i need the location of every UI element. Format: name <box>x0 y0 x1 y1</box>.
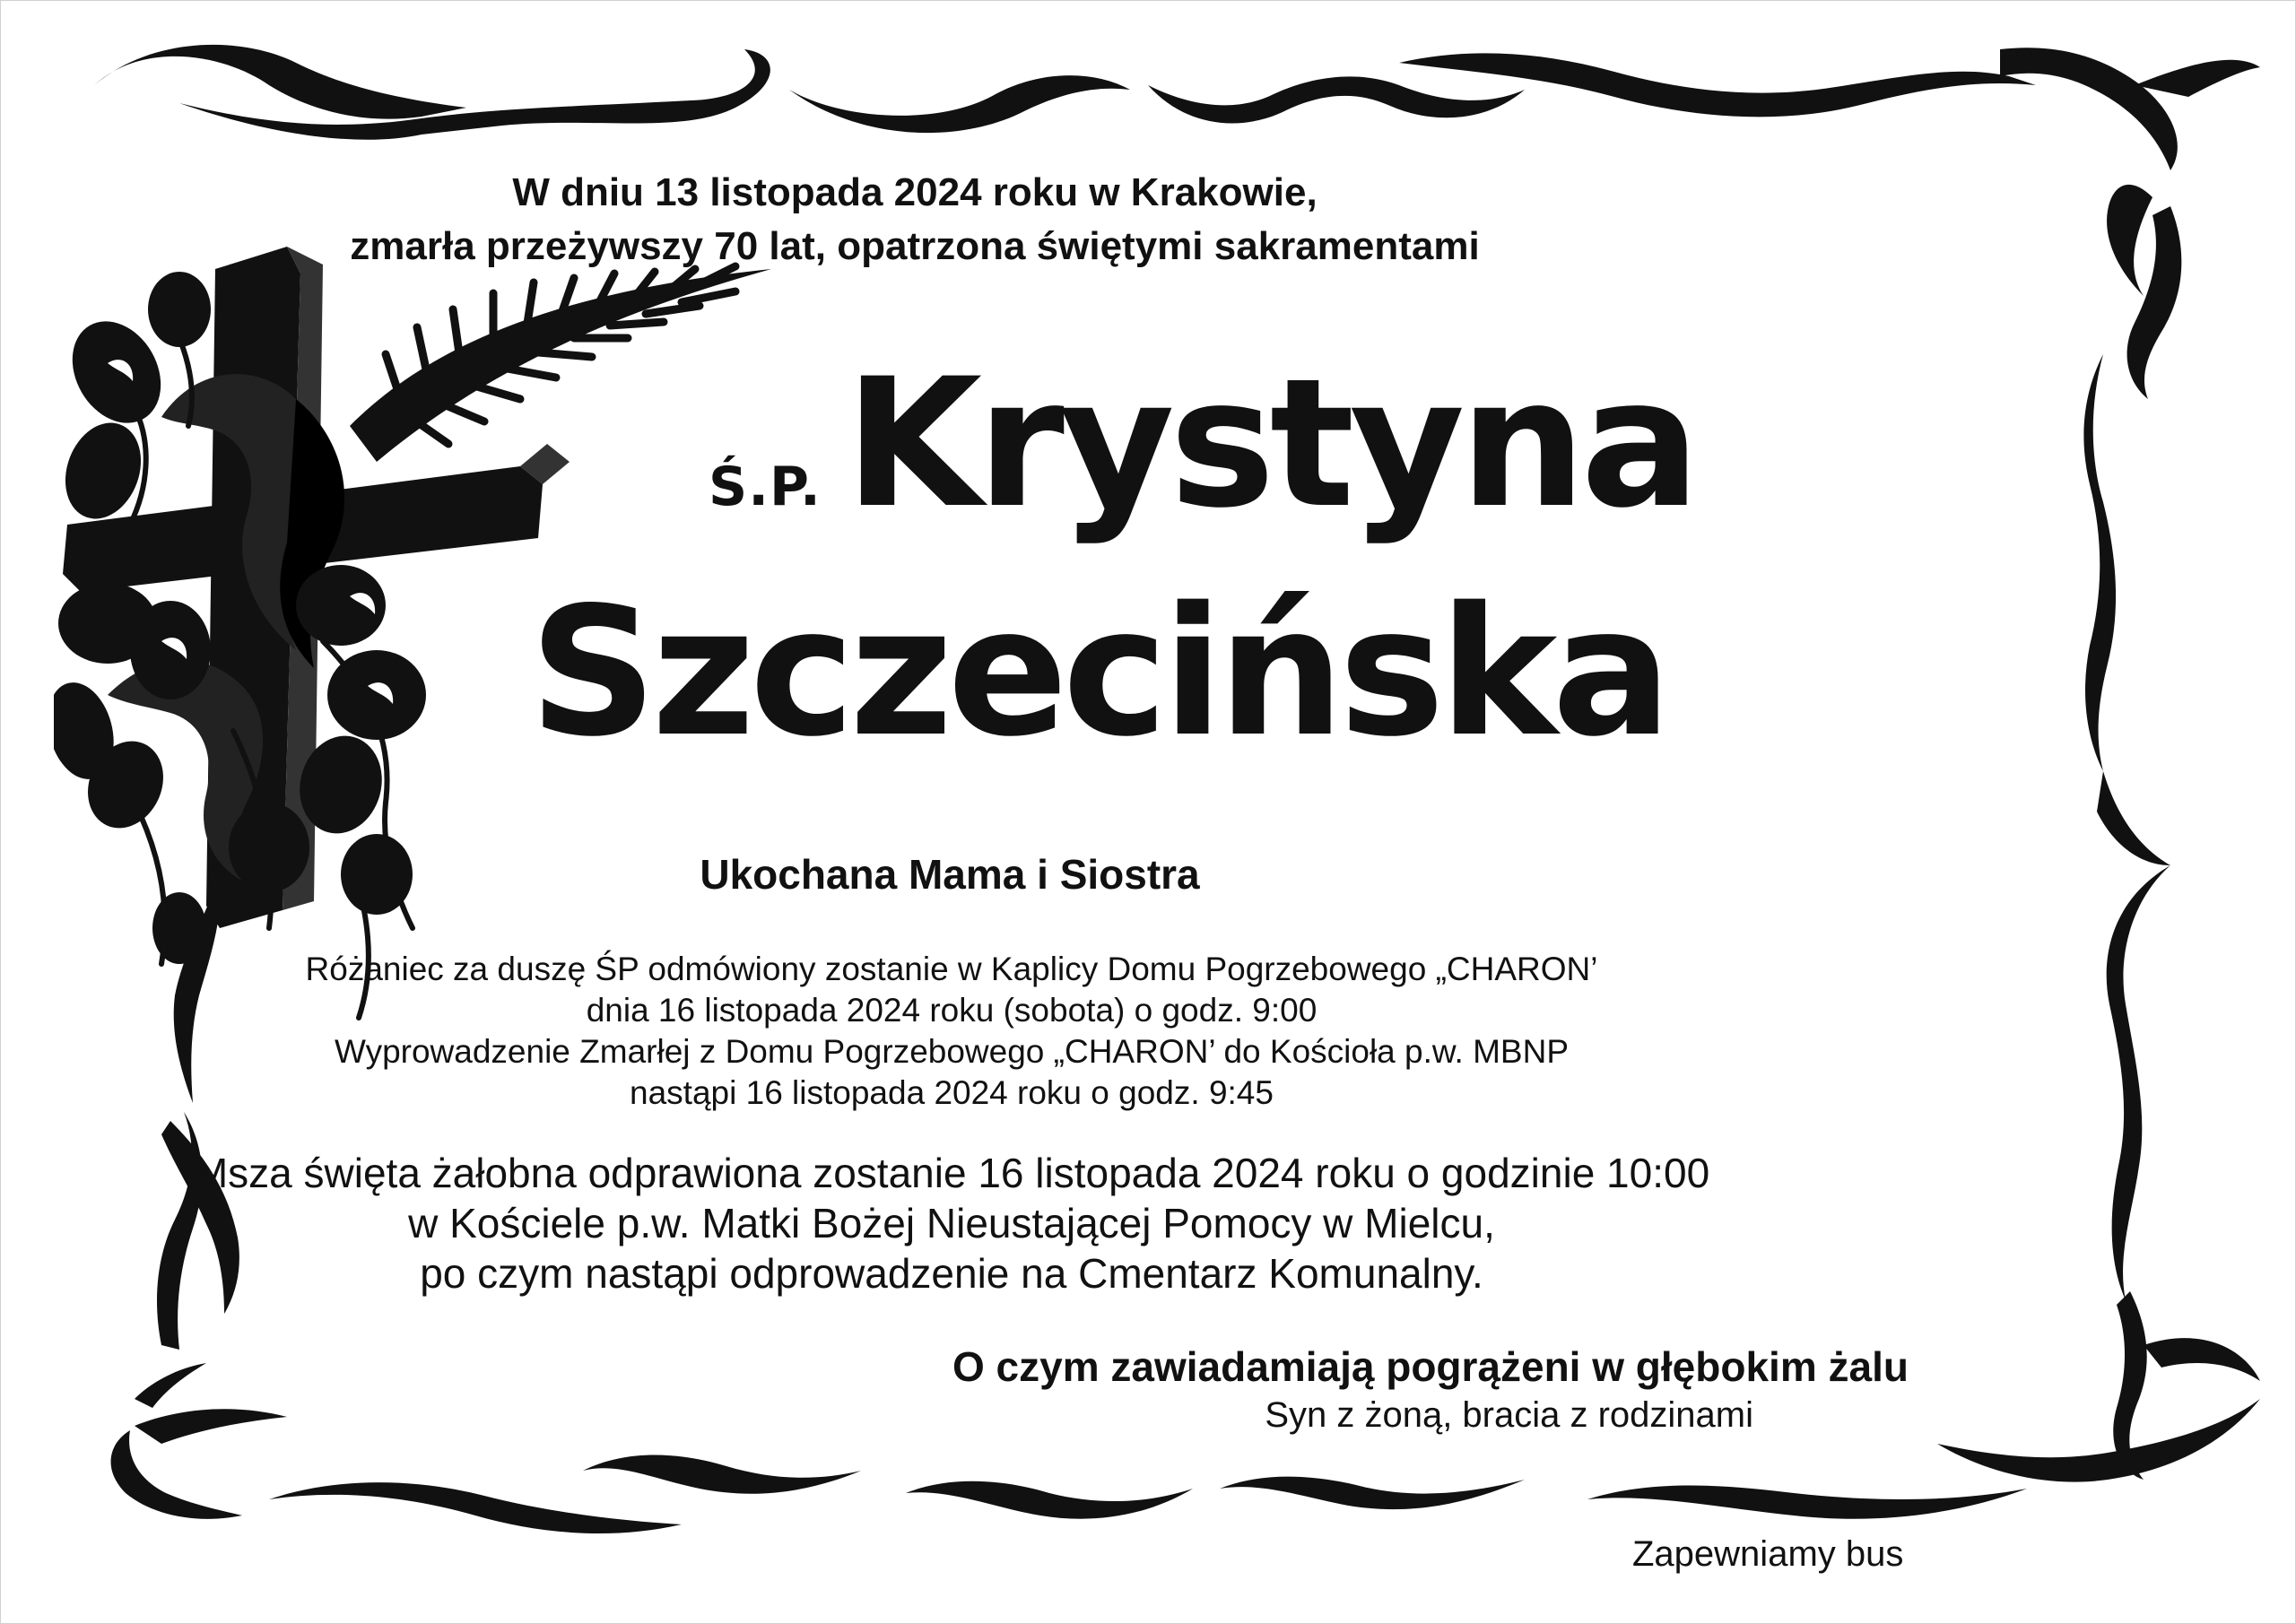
deceased-name-row <box>709 340 1696 547</box>
deceased-first-name: Krystyna <box>844 340 1696 547</box>
family-signature: Syn z żoną, bracia z rodzinami <box>1265 1395 1753 1435</box>
ceremony-details <box>0 949 1903 1114</box>
closing-notice <box>892 1341 1969 1437</box>
procession-line-1: Wyprowadzenie Zmarłej z Domu Pogrzebowego „CHARON’ do Kościoła p.w. MBNP <box>334 1033 1570 1070</box>
rosary-line-2: dnia 16 listopada 2024 roku (sobota) o godz. 9:00 <box>586 992 1318 1029</box>
intro-line-1: W dniu 13 listopada 2024 roku w Krakowie, <box>512 170 1318 214</box>
mass-line-1: Msza święta żałobna odprawiona zostanie 16 listopada 2024 roku o godzinie 10:00 <box>193 1150 1710 1196</box>
death-announcement-intro <box>0 166 1830 274</box>
relationship-subtitle: Ukochana Mama i Siostra <box>700 851 1200 898</box>
rosary-line-1: Różaniec za duszę ŚP odmówiony zostanie w Kaplicy Domu Pogrzebowego „CHARON’ <box>305 951 1598 987</box>
deceased-surname: Szczecińska <box>529 569 1667 776</box>
mourners-notice: O czym zawiadamiają pogrążeni w głębokim żalu <box>952 1343 1909 1390</box>
funeral-mass-info <box>0 1148 1903 1298</box>
intro-line-2: zmarła przeżywszy 70 lat, opatrzona świętymi sakramentami <box>350 224 1480 268</box>
mass-line-3: po czym nastąpi odprowadzenie na Cmentarz Komunalny. <box>420 1250 1483 1297</box>
sp-prefix: Ś.P. <box>709 456 822 518</box>
procession-line-2: nastąpi 16 listopada 2024 roku o godz. 9:45 <box>630 1074 1274 1111</box>
mass-line-2: w Kościele p.w. Matki Bożej Nieustającej Pomocy w Mielcu, <box>408 1200 1495 1246</box>
bus-note: Zapewniamy bus <box>1632 1534 1904 1574</box>
